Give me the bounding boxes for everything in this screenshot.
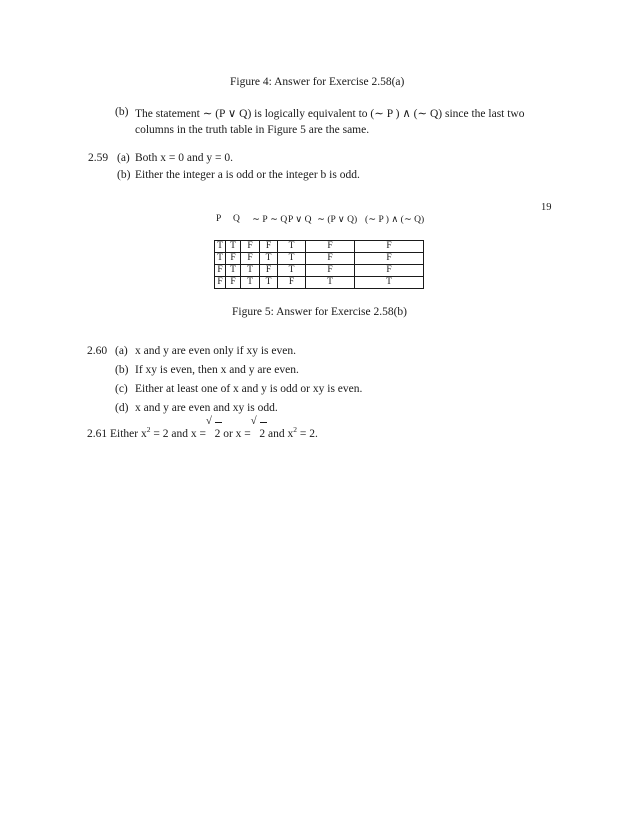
table-header-not-p-or-q: ∼ (P ∨ Q)	[317, 215, 358, 225]
exercise-2-60b-text: If xy is even, then x and y are even.	[135, 364, 299, 376]
exercise-2-59b-label: (b)	[117, 169, 131, 181]
exercise-2-61-part5: = 2.	[299, 428, 318, 440]
table-cell: T	[226, 241, 241, 253]
table-header-not-p-and-not-q: (∼ P ) ∧ (∼ Q)	[365, 215, 425, 225]
table-row	[215, 277, 424, 289]
exercise-2-60d-label: (d)	[115, 402, 129, 414]
table-cell: T	[260, 277, 278, 289]
table-cell: F	[260, 265, 278, 277]
exercise-2-61-number: 2.61	[87, 428, 108, 440]
table-cell: F	[226, 253, 241, 265]
exercise-2-60d-text: x and y are even and xy is odd.	[135, 402, 278, 414]
exercise-2-61	[87, 415, 318, 440]
exercise-2-59a-label: (a)	[117, 152, 130, 164]
exercise-2-61-sqrt-val1: 2	[214, 428, 221, 440]
exercise-2-60-number: 2.60	[87, 345, 108, 357]
table-cell: F	[215, 277, 226, 289]
table-cell: F	[226, 277, 241, 289]
exercise-2-60b-label: (b)	[115, 364, 129, 376]
exercise-2-58b-label: (b)	[115, 106, 129, 118]
exercise-2-60a-label: (a)	[115, 345, 128, 357]
table-cell: F	[241, 253, 260, 265]
table-cell: T	[278, 241, 306, 253]
table-cell: T	[226, 265, 241, 277]
table-cell: F	[355, 253, 424, 265]
table-cell: T	[260, 253, 278, 265]
table-cell: F	[215, 265, 226, 277]
figure-5-caption: Figure 5: Answer for Exercise 2.58(b)	[232, 306, 408, 318]
exercise-2-59b-text: Either the integer a is odd or the integer b is odd.	[135, 169, 360, 181]
exercise-2-60c-text: Either at least one of x and y is odd or xy is even.	[135, 383, 363, 395]
table-header-p-or-q: P ∨ Q	[288, 215, 312, 225]
truth-table	[214, 240, 424, 289]
exercise-2-61-sqrt-val2: 2	[259, 428, 266, 440]
table-header-not-q: ∼ Q	[270, 215, 288, 225]
table-cell: T	[306, 277, 355, 289]
page-number: 19	[541, 202, 552, 213]
figure-4-caption: Figure 4: Answer for Exercise 2.58(a)	[230, 76, 405, 88]
table-cell: T	[215, 241, 226, 253]
table-cell: T	[278, 265, 306, 277]
exercise-2-60c-label: (c)	[115, 383, 128, 395]
exercise-2-60a-text: x and y are even only if xy is even.	[135, 345, 296, 357]
table-cell: F	[278, 277, 306, 289]
exercise-2-61-part3: or x =	[223, 428, 251, 440]
table-cell: F	[306, 265, 355, 277]
table-header-q: Q	[233, 214, 240, 224]
table-header-p: P	[216, 214, 222, 224]
sqrt-symbol-2: √ 2	[250, 415, 266, 440]
sqrt-symbol-1: √ 2	[205, 415, 221, 440]
exercise-2-61-part1: Either x	[110, 428, 147, 440]
table-cell: T	[355, 277, 424, 289]
table-cell: F	[355, 265, 424, 277]
table-cell: T	[241, 277, 260, 289]
exercise-2-59a-text: Both x = 0 and y = 0.	[135, 152, 233, 164]
exercise-2-58b-line1: The statement ∼ (P ∨ Q) is logically equivalent to (∼ P ) ∧ (∼ Q) since the last two	[135, 108, 525, 120]
table-cell: F	[355, 241, 424, 253]
table-cell: T	[241, 265, 260, 277]
exercise-2-61-part2: = 2 and x =	[153, 428, 206, 440]
table-cell: F	[306, 253, 355, 265]
table-row	[215, 253, 424, 265]
table-cell: T	[278, 253, 306, 265]
table-cell: F	[241, 241, 260, 253]
table-row	[215, 265, 424, 277]
exercise-2-58b-line2: columns in the truth table in Figure 5 are the same.	[135, 124, 370, 136]
table-cell: T	[215, 253, 226, 265]
exercise-2-61-exp2: 2	[293, 425, 297, 434]
exercise-2-61-part4: and x	[268, 428, 294, 440]
table-row	[215, 241, 424, 253]
table-header-not-p: ∼ P	[252, 215, 268, 225]
exercise-2-61-exp1: 2	[146, 425, 151, 434]
exercise-2-59-number: 2.59	[88, 152, 109, 164]
table-cell: F	[260, 241, 278, 253]
table-cell: F	[306, 241, 355, 253]
